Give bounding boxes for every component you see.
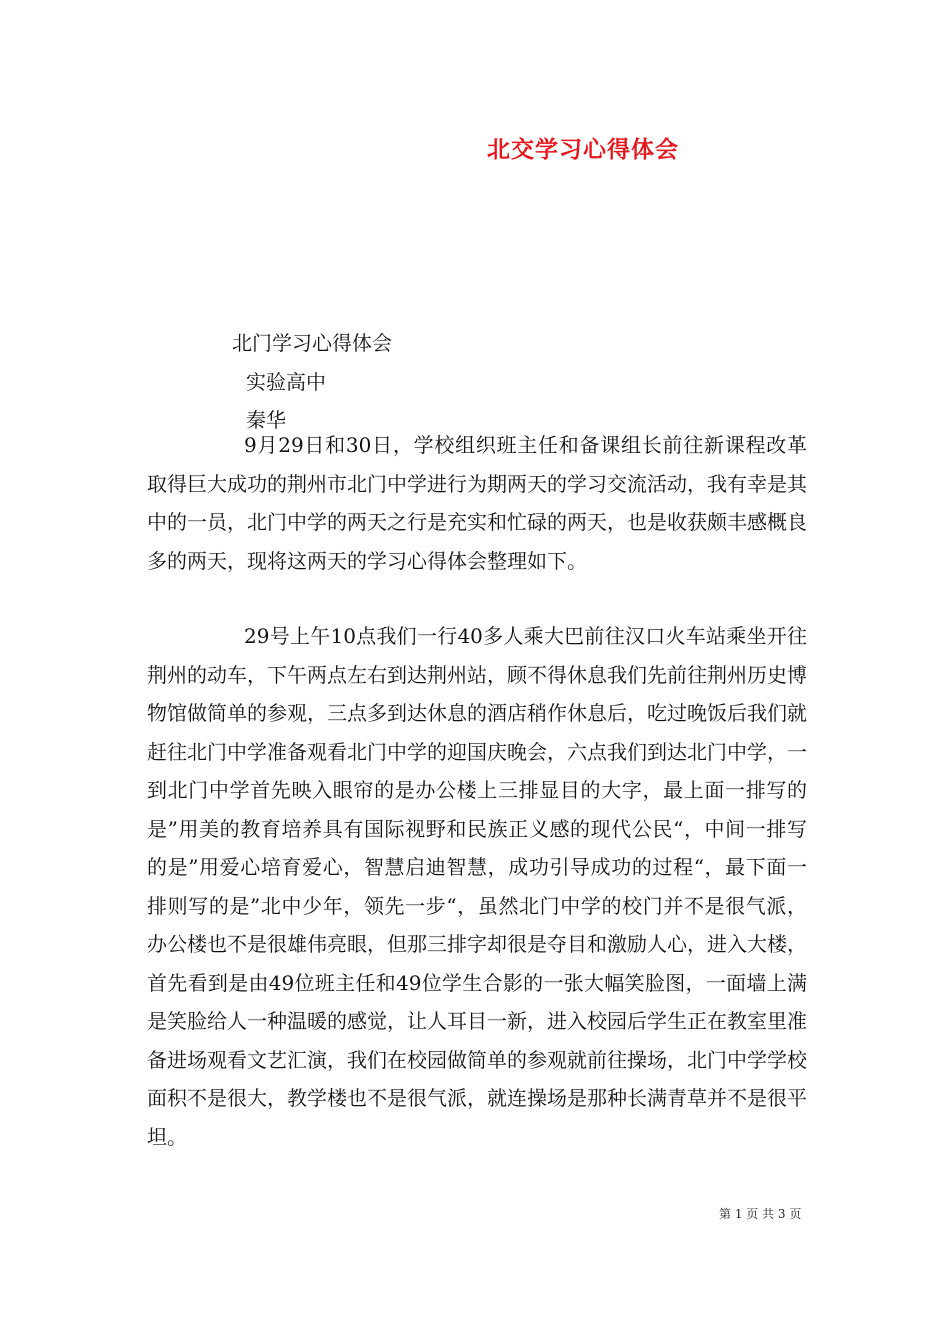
document-title: 北交学习心得体会	[487, 136, 679, 163]
body-paragraph: 29号上午10点我们一行40多人乘大巴前往汉口火车站乘坐开往荆州的动车，下午两点左右到达荆州站，顾不得休息我们先前往荆州历史博物馆做简单的参观，三点多到达休息的酒店稍作休息后，吃过晚饭后我们就赶往北门中学准备观看北门中学的迎国庆晚会，六点我们到达北门中学，一到北门中学首先映入眼帘的是办公楼上三排显目的大字，最上面一排写的是”用美的教育培养具有国际视野和民族正义感的现代公民“，中间一排写的是”用爱心培育爱心，智慧启迪智慧，成功引导成功的过程“，最下面一排则写的是”北中少年，领先一步“，虽然北门中学的校门并不是很气派，办公楼也不是很雄伟亮眼，但那三排字却很是夺目和激励人心，进入大楼，首先看到是由49位班主任和49位学生合影的一张大幅笑脸图，一面墙上满是笑脸给人一种温暖的感觉，让人耳目一新，进入校园后学生正在教室里准备进场观看文艺汇演，我们在校园做简单的参观就前往操场，北门中学学校面积不是很大，教学楼也不是很气派，就连操场是那种长满青草并不是很平坦。	[147, 624, 807, 1149]
page-number: 第 1 页 共 3 页	[719, 1207, 802, 1221]
author-name: 秦华	[246, 408, 286, 432]
document-subtitle: 北门学习心得体会	[232, 331, 392, 355]
school-name: 实验高中	[246, 370, 326, 394]
body-paragraph: 9月29日和30日，学校组织班主任和备课组长前往新课程改革取得巨大成功的荆州市北门中学进行为期两天的学习交流活动，我有幸是其中的一员，北门中学的两天之行是充实和忙碌的两天，也是收获颇丰感概良多的两天，现将这两天的学习心得体会整理如下。	[147, 433, 807, 573]
